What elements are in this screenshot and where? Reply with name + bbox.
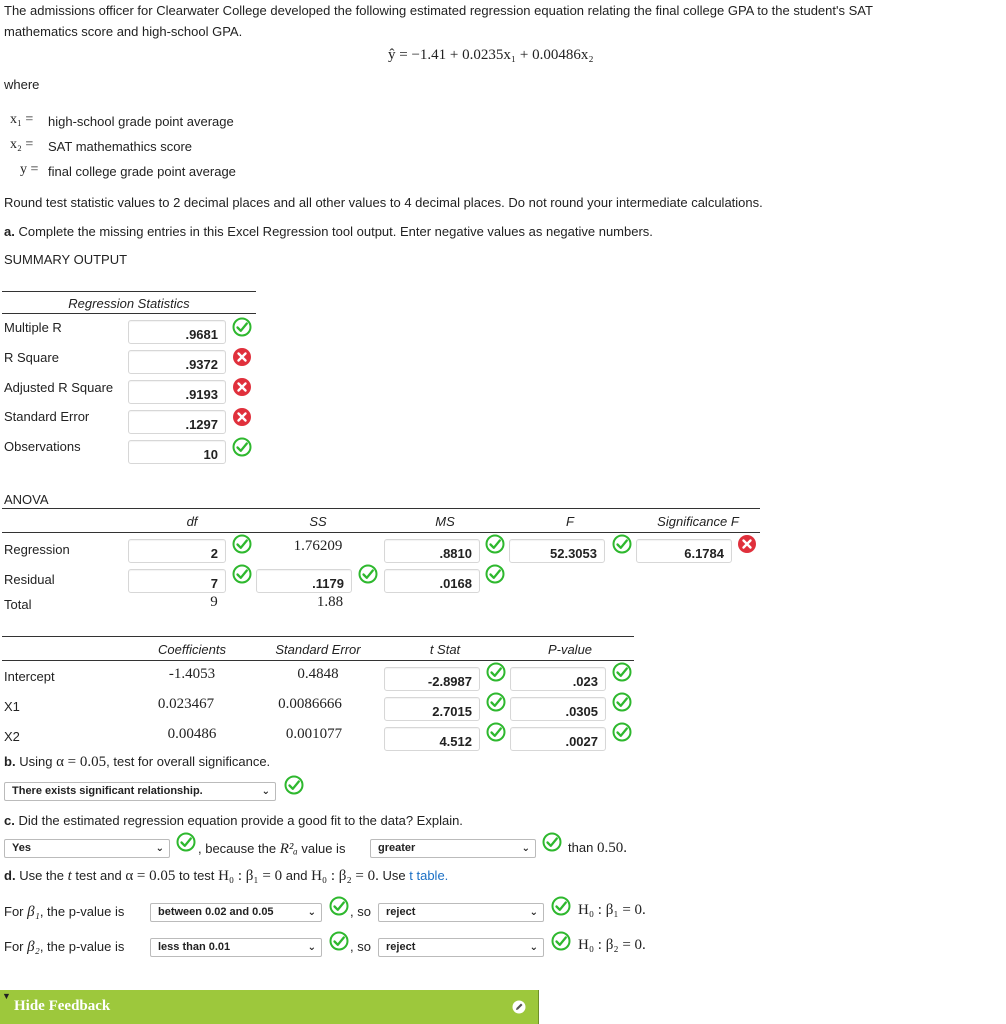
coef-label-x2: X2 bbox=[4, 729, 20, 744]
correct-icon bbox=[551, 896, 571, 916]
def-x2-text: SAT mathemathics score bbox=[48, 139, 193, 154]
overall-significance-value: There exists significant relationship. bbox=[12, 785, 203, 797]
summary-output-title: SUMMARY OUTPUT bbox=[4, 252, 128, 267]
beta2-mid: , the p-value is bbox=[39, 939, 125, 954]
regstats-label-multiple-r: Multiple R bbox=[4, 320, 62, 335]
correct-icon bbox=[284, 775, 304, 795]
comparison-value: greater bbox=[378, 842, 416, 854]
regstats-label-std-error: Standard Error bbox=[4, 409, 90, 424]
chevron-down-icon: ⌄ bbox=[307, 907, 316, 918]
correct-icon bbox=[486, 662, 506, 682]
where-label: where bbox=[4, 77, 40, 92]
regression-ms-input[interactable]: .8810 bbox=[384, 539, 480, 563]
beta2-p-value-select[interactable] bbox=[150, 938, 322, 957]
multiple-r-input[interactable]: .9681 bbox=[128, 320, 226, 344]
part-d-t-symbol: t bbox=[67, 868, 72, 884]
intercept-p-value-input[interactable]: .023 bbox=[510, 667, 606, 691]
beta2-hypothesis: H₀ : β₂ = 0. bbox=[578, 937, 646, 953]
coef-header-standard-error: Standard Error bbox=[275, 642, 361, 657]
correct-icon bbox=[232, 534, 252, 554]
regression-df-input[interactable]: 2 bbox=[128, 539, 226, 563]
than-text: than bbox=[568, 840, 594, 855]
significance-f-input[interactable]: 6.1784 bbox=[636, 539, 732, 563]
x1-t-stat-input[interactable]: 2.7015 bbox=[384, 697, 480, 721]
part-b-text-post: , test for overall significance. bbox=[106, 754, 271, 769]
intercept-coef-value: -1.4053 bbox=[168, 666, 216, 682]
correct-icon bbox=[358, 564, 378, 584]
r-square-input[interactable]: .9372 bbox=[128, 350, 226, 374]
x1-p-value-input[interactable]: .0305 bbox=[510, 697, 606, 721]
edit-pencil-icon bbox=[512, 1000, 526, 1014]
incorrect-icon bbox=[232, 407, 252, 427]
part-d-text1: Use the bbox=[19, 868, 64, 883]
anova-header-ss: SS bbox=[309, 514, 327, 529]
beta1-mid: , the p-value is bbox=[39, 904, 125, 919]
beta1-decision: reject bbox=[386, 906, 416, 918]
coef-header-p-value: P-value bbox=[547, 642, 593, 657]
part-d-question bbox=[4, 868, 448, 885]
anova-top-rule bbox=[2, 508, 760, 509]
total-df-value: 9 bbox=[210, 594, 218, 610]
def-x2-symbol: x₂ = bbox=[10, 137, 34, 152]
anova-header-df: df bbox=[186, 514, 198, 529]
part-d-h2: H₀ : β₂ = 0. bbox=[311, 868, 379, 884]
rounding-instructions: Round test statistic values to 2 decimal places and all other values to 4 decimal places. Do not round your intermediate calculations. bbox=[4, 195, 763, 210]
regstats-label-r-square: R Square bbox=[4, 350, 59, 365]
anova-title: ANOVA bbox=[4, 492, 49, 507]
part-b-label: b. bbox=[4, 754, 16, 769]
anova-header-ms: MS bbox=[435, 514, 455, 529]
part-b-alpha: α = 0.05 bbox=[56, 754, 107, 770]
comparison-select[interactable] bbox=[370, 839, 536, 858]
regression-ss-value: 1.76209 bbox=[293, 538, 343, 554]
x2-se-value: 0.001077 bbox=[285, 726, 343, 742]
correct-icon bbox=[329, 896, 349, 916]
beta2-decision: reject bbox=[386, 941, 416, 953]
chevron-down-icon: ⌄ bbox=[307, 942, 316, 953]
part-d-use: Use bbox=[382, 868, 406, 883]
hide-feedback-bar[interactable] bbox=[0, 990, 539, 1024]
beta1-so: , so bbox=[350, 904, 371, 919]
adjusted-r-square-input[interactable]: .9193 bbox=[128, 380, 226, 404]
value-is-text: value is bbox=[301, 841, 346, 856]
part-b-question bbox=[4, 754, 270, 771]
residual-df-input[interactable]: 7 bbox=[128, 569, 226, 593]
regstats-top-rule bbox=[2, 291, 256, 292]
coef-label-x1: X1 bbox=[4, 699, 20, 714]
x2-t-stat-input[interactable]: 4.512 bbox=[384, 727, 480, 751]
part-a-label: a. bbox=[4, 224, 15, 239]
problem-text-line1: The admissions officer for Clearwater College developed the following estimated regression equation relating the final college GPA to the student's SAT bbox=[4, 3, 873, 18]
regstats-label-adj-r-square: Adjusted R Square bbox=[4, 380, 114, 395]
part-c-question bbox=[4, 813, 463, 828]
overall-significance-select[interactable] bbox=[4, 782, 276, 801]
f-statistic-input[interactable]: 52.3053 bbox=[509, 539, 605, 563]
beta1-pre: For bbox=[4, 904, 24, 919]
good-fit-value: Yes bbox=[12, 842, 31, 854]
x2-coef-value: 0.00486 bbox=[167, 726, 217, 742]
hide-feedback-label: Hide Feedback bbox=[14, 998, 111, 1014]
chevron-down-icon: ⌄ bbox=[521, 843, 530, 854]
def-y-text: final college grade point average bbox=[48, 164, 236, 179]
residual-ss-input[interactable]: .1179 bbox=[256, 569, 352, 593]
part-a-text: Complete the missing entries in this Excel Regression tool output. Enter negative values as negative numbers. bbox=[18, 224, 653, 239]
regstats-label-observations: Observations bbox=[4, 439, 81, 454]
intercept-t-stat-input[interactable]: -2.8987 bbox=[384, 667, 480, 691]
beta2-so: , so bbox=[350, 939, 371, 954]
correct-icon bbox=[176, 832, 196, 852]
correct-icon bbox=[329, 931, 349, 951]
regstats-title: Regression Statistics bbox=[68, 296, 190, 311]
beta2-prompt bbox=[4, 939, 124, 956]
threshold-value: 0.50. bbox=[596, 840, 627, 856]
part-d-text2: test and bbox=[75, 868, 122, 883]
anova-header-f: F bbox=[566, 514, 574, 529]
regstats-header-rule bbox=[2, 313, 256, 314]
coef-header-rule bbox=[2, 660, 634, 661]
part-c-explanation bbox=[198, 841, 345, 858]
incorrect-icon bbox=[232, 347, 252, 367]
incorrect-icon bbox=[232, 377, 252, 397]
part-d-text3: to test bbox=[179, 868, 215, 883]
beta1-p-value: between 0.02 and 0.05 bbox=[158, 906, 274, 918]
correct-icon bbox=[612, 534, 632, 554]
x1-se-value: 0.0086666 bbox=[278, 696, 342, 712]
beta2-symbol: β₂ bbox=[27, 939, 40, 955]
part-c-text: Did the estimated regression equation provide a good fit to the data? Explain. bbox=[18, 813, 463, 828]
triangle-down-icon: ▼ bbox=[2, 991, 11, 1001]
correct-icon bbox=[612, 662, 632, 682]
standard-error-input[interactable]: .1297 bbox=[128, 410, 226, 434]
beta1-symbol: β₁ bbox=[27, 904, 40, 920]
part-d-and: and bbox=[285, 868, 308, 883]
beta1-decision-select[interactable] bbox=[378, 903, 544, 922]
beta2-p-value: less than 0.01 bbox=[158, 941, 231, 953]
observations-input[interactable]: 10 bbox=[128, 440, 226, 464]
part-c-label: c. bbox=[4, 813, 15, 828]
beta2-decision-select[interactable] bbox=[378, 938, 544, 957]
coef-header-coefficients: Coefficients bbox=[158, 642, 226, 657]
adjusted-r2-symbol: R²ₐ bbox=[279, 841, 298, 857]
correct-icon bbox=[232, 564, 252, 584]
correct-icon bbox=[232, 317, 252, 337]
problem-text-line2: mathematics score and high-school GPA. bbox=[4, 24, 243, 39]
correct-icon bbox=[486, 692, 506, 712]
residual-ms-input[interactable]: .0168 bbox=[384, 569, 480, 593]
chevron-down-icon: ⌄ bbox=[529, 942, 538, 953]
correct-icon bbox=[485, 534, 505, 554]
anova-label-residual: Residual bbox=[4, 572, 55, 587]
part-d-h1: H₀ : β₁ = 0 bbox=[218, 868, 283, 884]
beta1-hypothesis: H₀ : β₁ = 0. bbox=[578, 902, 646, 918]
correct-icon bbox=[486, 722, 506, 742]
def-x1-symbol: x₁ = bbox=[10, 112, 34, 127]
intercept-se-value: 0.4848 bbox=[297, 666, 339, 682]
chevron-down-icon: ⌄ bbox=[529, 907, 538, 918]
beta2-pre: For bbox=[4, 939, 24, 954]
because-text: , because the bbox=[198, 841, 277, 856]
correct-icon bbox=[612, 722, 632, 742]
chevron-down-icon: ⌄ bbox=[261, 786, 270, 797]
beta1-prompt bbox=[4, 904, 124, 921]
def-y-symbol: y = bbox=[20, 162, 39, 177]
anova-header-rule bbox=[2, 532, 760, 533]
coef-label-intercept: Intercept bbox=[4, 669, 55, 684]
coef-top-rule bbox=[2, 636, 634, 637]
x1-coef-value: 0.023467 bbox=[157, 696, 215, 712]
part-b-text-pre: Using bbox=[19, 754, 53, 769]
good-fit-select[interactable] bbox=[4, 839, 170, 858]
part-d-alpha: α = 0.05 bbox=[125, 868, 176, 884]
correct-icon bbox=[542, 832, 562, 852]
chevron-down-icon: ⌄ bbox=[155, 843, 164, 854]
anova-label-total: Total bbox=[4, 597, 32, 612]
regression-equation: ŷ = −1.41 + 0.0235x₁ + 0.00486x₂ bbox=[388, 47, 594, 63]
correct-icon bbox=[551, 931, 571, 951]
correct-icon bbox=[485, 564, 505, 584]
anova-header-significance-f: Significance F bbox=[657, 514, 739, 529]
coef-header-t-stat: t Stat bbox=[429, 642, 461, 657]
x2-p-value-input[interactable]: .0027 bbox=[510, 727, 606, 751]
correct-icon bbox=[612, 692, 632, 712]
correct-icon bbox=[232, 437, 252, 457]
part-d-label: d. bbox=[4, 868, 16, 883]
def-x1-text: high-school grade point average bbox=[48, 114, 234, 129]
t-table-link[interactable]: t table. bbox=[409, 868, 449, 883]
beta1-p-value-select[interactable] bbox=[150, 903, 322, 922]
incorrect-icon bbox=[737, 534, 757, 554]
anova-label-regression: Regression bbox=[4, 542, 70, 557]
total-ss-value: 1.88 bbox=[316, 594, 344, 610]
